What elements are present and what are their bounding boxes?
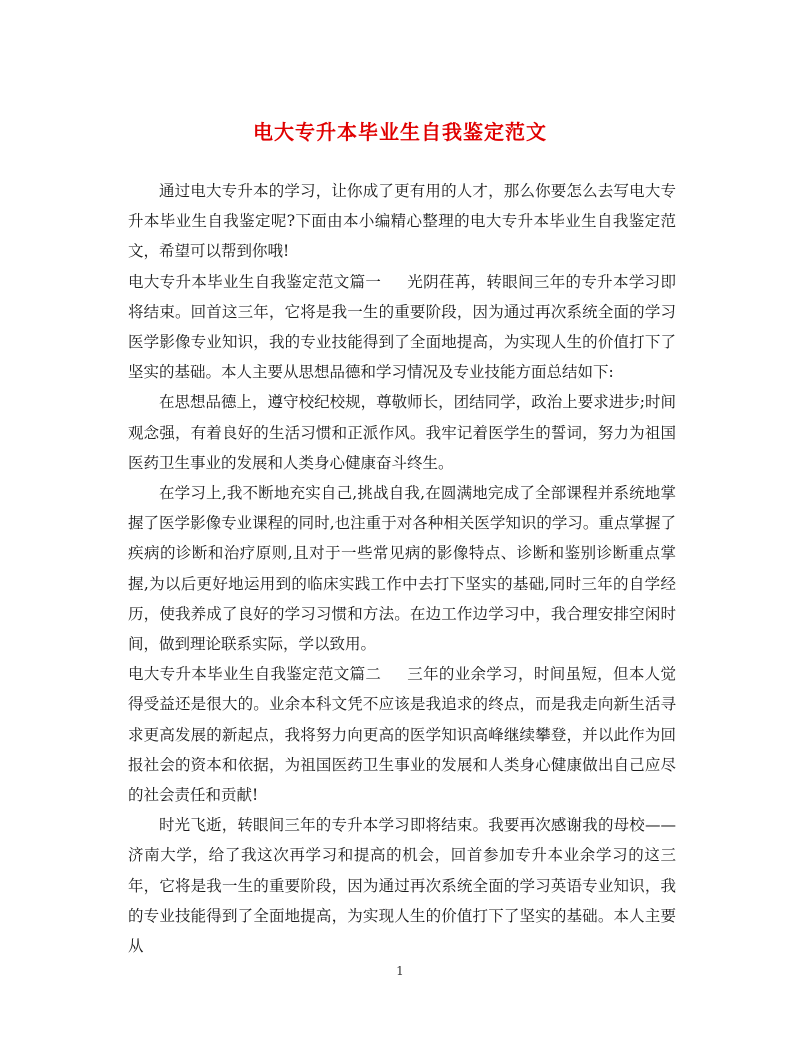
document-title: 电大专升本毕业生自我鉴定范文: [253, 120, 547, 144]
section1-heading: 电大专升本毕业生自我鉴定范文篇一: [128, 272, 382, 291]
section1-paragraph: [128, 267, 676, 388]
section2-paragraph: [128, 659, 676, 810]
section2-heading: 电大专升本毕业生自我鉴定范文篇二: [128, 665, 382, 684]
section1-text: 光阴荏苒，转眼间三年的专升本学习即将结束。回首这三年，它将是我一生的重要阶段，因为通过再次系统全面的学习医学影像专业知识，我的专业技能得到了全面地提高，为实现人生的价值打下了坚实的基础。本人主要从思想品德和学习情况及专业技能方面总结如下:: [128, 272, 676, 382]
page-number: 1: [396, 964, 404, 978]
section1-paragraph-2: 在思想品德上，遵守校纪校规，尊敬师长，团结同学，政治上要求进步;时间观念强，有着良好的生活习惯和正派作风。我牢记着医学生的誓词，努力为祖国医药卫生事业的发展和人类身心健康奋斗终生。: [128, 393, 676, 472]
section2-text: 三年的业余学习，时间虽短，但本人觉得受益还是很大的。业余本科文凭不应该是我追求的终点，而是我走向新生活寻求更高发展的新起点，我将努力向更高的医学知识高峰继续攀登，并以此作为回报社会的资本和依据，为祖国医药卫生事业的发展和人类身心健康做出自己应尽的社会责任和贡献!: [128, 665, 676, 805]
intro-paragraph: 通过电大专升本的学习，让你成了更有用的人才，那么你要怎么去写电大专升本毕业生自我鉴定呢?下面由本小编精心整理的电大专升本毕业生自我鉴定范文，希望可以帮到你哦!: [128, 182, 676, 261]
section2-paragraph-2: 时光飞逝，转眼间三年的专升本学习即将结束。我要再次感谢我的母校——济南大学，给了我这次再学习和提高的机会，回首参加专升本业余学习的这三年，它将是我一生的重要阶段，因为通过再次系统全面的学习英语专业知识，我的专业技能得到了全面地提高，为实现人生的价值打下了坚实的基础。本人主要从: [128, 816, 676, 956]
section1-paragraph-3: 在学习上,我不断地充实自己,挑战自我,在圆满地完成了全部课程并系统地掌握了医学影像专业课程的同时,也注重于对各种相关医学知识的学习。重点掌握了疾病的诊断和治疗原则,且对于一些常见病的影像特点、诊断和鉴别诊断重点掌握,为以后更好地运用到的临床实践工作中去打下坚实的基础,同时三年的自学经历，使我养成了良好的学习习惯和方法。在边工作边学习中，我合理安排空闲时间，做到理论联系实际，学以致用。: [128, 484, 676, 654]
document-body: [128, 176, 676, 961]
